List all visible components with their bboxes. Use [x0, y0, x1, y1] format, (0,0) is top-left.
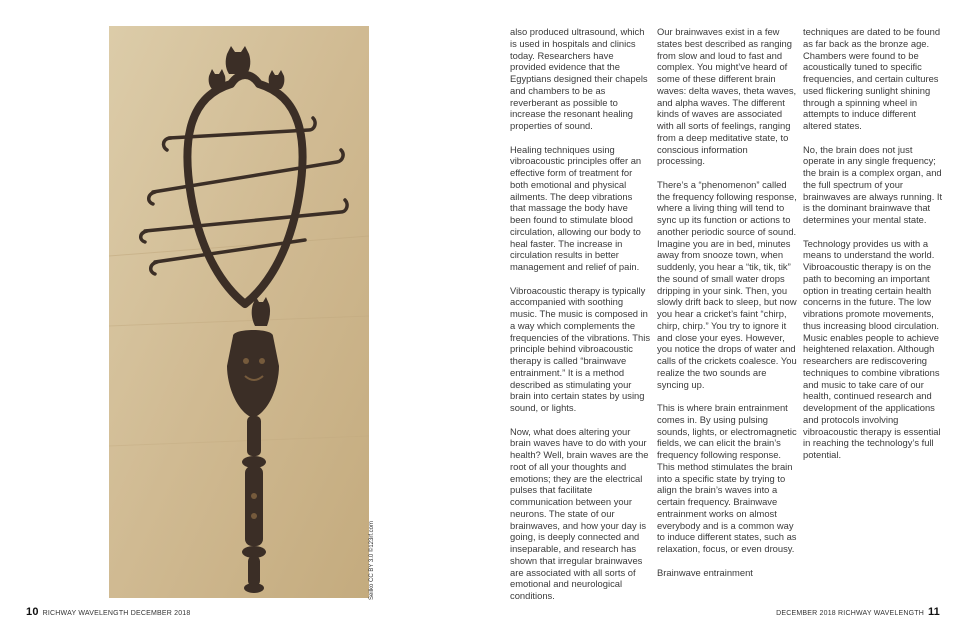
text-column-3 — [803, 26, 943, 473]
page-number-left: 10 — [26, 606, 39, 618]
page-number-right: 11 — [927, 606, 940, 618]
footer-left-text: RICHWAY WAVELENGTH DECEMBER 2018 — [42, 610, 191, 617]
sistrum-illustration — [109, 26, 369, 598]
text-column-1 — [510, 26, 650, 614]
paragraph: Healing techniques using vibroacoustic principles offer an effective form of treatment for both emotional and physical ailments. The deep vibrations that massage the body have been found to stimulate blood circulation, allowing our body to heal faster. The increase in circulation results in better management and relief of pain. — [510, 143, 642, 272]
paragraph: Vibroacoustic therapy is typically accompanied with soothing music. The music is composed in a way which complements the frequencies of the vibrations. This principle behind vibroacoustic therapy is called “brainwave entrainment.” It is a method described as stimulating your brain into certain states by using sound, or lights. — [510, 284, 651, 413]
footer-right-text: DECEMBER 2018 RICHWAY WAVELENGTH — [776, 610, 924, 617]
sistrum-photo — [109, 26, 369, 598]
paragraph: This is where brain entrainment comes in. By using pulsing sounds, lights, or electromagnetic fields, we can elicit the brain’s frequency following response. This method stimulates the brain into a specific state by trying to align the brain’s waves into a certain frequency. Brainwave entrainment works on almost everybody and is a common way to induce different states, such as relaxation, focus, or even drousy. — [657, 402, 797, 554]
footer-left — [26, 606, 191, 618]
paragraph: There’s a “phenomenon” called the frequency following response, where a living thing will tend to sync up its function or actions to another periodic source of sound. Imagine you are in bed, minutes away from snooze town, when suddenly, you hear a “tik, tik, tik” the sound of small water drops dripping in your sink. Then, you slowly drift back to sleep, but now you hear a cricket’s faint “chirp, chirp, chirp.” You try to ignore it and close your eyes. However, you notice the drops of water and calls of the crickets coalesce. You realize the two sounds are syncing up. — [657, 178, 797, 390]
paragraph: Brainwave entrainment — [657, 566, 753, 578]
paragraph: Now, what does altering your brain waves have to do with your health? Well, brain waves are the root of all your thoughts and emotions; they are the electrical pulses that facilitate communication between your neurons. The state of our brainwaves, and how your day is going, is deeply connected and inseparable, and research has shown that irregular brainwaves are associated with all sorts of emotional and neurological conditions. — [510, 425, 649, 601]
text-column-2 — [657, 26, 797, 590]
paragraph: Technology provides us with a means to understand the world. Vibroacoustic therapy is on the path to becoming an important option in treating certain health concerns in the future. The low vibrations promote movements, thus increasing blood circulation. Music enables people to achieve heightened relaxation. Although researchers are rediscovering techniques to combine vibrations and music to take care of our health, continued research and development of the applications and protocols involving vibroacoustic therapy is essential in reaching the technology’s full potential. — [803, 237, 941, 460]
paragraph: techniques are dated to be found as far back as the bronze age. Chambers were found to be acoustically tuned to specific frequencies, and certain cultures used flickering sunlight shining through a spinning wheel in attempts to induce different altered states. — [803, 26, 941, 131]
photo-credit: Seilko CC BY 3.0 ©123rf.com — [369, 520, 375, 600]
paragraph: also produced ultrasound, which is used in hospitals and clinics today. Researchers have provided evidence that the Egyptians designed their chapels and chambers to be as reverberant as possible to increase the resonant healing properties of sound. — [510, 26, 648, 131]
paragraph: No, the brain does not just operate in any single frequency; the brain is a complex organ, and the full spectrum of your brainwaves are always running. It is the dominant brainwave that determines your mental state. — [803, 143, 943, 225]
footer-right — [776, 606, 940, 618]
paragraph: Our brainwaves exist in a few states best described as ranging from slow and loud to fast and complex. You might’ve heard of some of these different brain waves: delta waves, theta waves, and alpha waves. The different kinds of waves are associated with all sorts of feelings, ranging from a deep meditative state, to conscious information processing. — [657, 26, 797, 167]
